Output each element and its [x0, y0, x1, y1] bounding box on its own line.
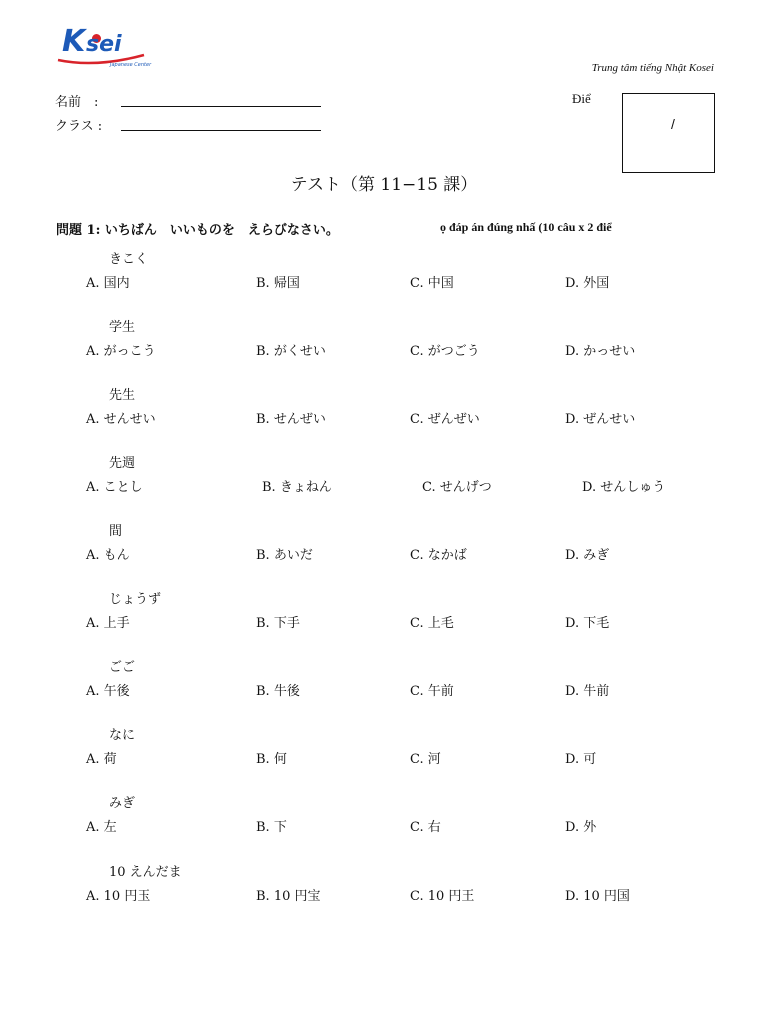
answer-option-b[interactable]: B. 下	[256, 820, 287, 835]
answer-option-d[interactable]: D. 10 円国	[565, 889, 630, 904]
class-field-row	[55, 115, 321, 134]
answer-option-d[interactable]: D. 下毛	[565, 616, 610, 631]
logo-k-letter: K	[62, 24, 86, 59]
answer-option-d[interactable]: D. 外国	[565, 276, 610, 291]
answer-option-d[interactable]: D. みぎ	[565, 548, 610, 563]
answer-option-b[interactable]: B. 10 円宝	[256, 889, 321, 904]
question-word: 先生	[109, 388, 136, 403]
answer-option-b[interactable]: B. あいだ	[256, 548, 313, 563]
answer-option-c[interactable]: C. 河	[410, 752, 441, 767]
answer-option-c[interactable]: C. 中国	[410, 276, 454, 291]
question-word: みぎ	[109, 796, 136, 811]
question-5	[0, 520, 768, 580]
logo-text: sei	[86, 32, 122, 57]
answer-option-a[interactable]: A. せんせい	[86, 412, 156, 427]
answer-option-b[interactable]: B. 下手	[256, 616, 300, 631]
question-word: 先週	[109, 456, 136, 471]
answer-option-a[interactable]: A. もん	[86, 548, 130, 563]
class-blank-line[interactable]	[121, 118, 321, 131]
kosei-logo	[52, 26, 162, 70]
question-1	[0, 248, 768, 308]
score-box[interactable]	[622, 93, 715, 173]
answer-option-c[interactable]: C. せんげつ	[422, 480, 492, 495]
answer-option-a[interactable]: A. がっこう	[86, 344, 156, 359]
answer-option-d[interactable]: D. ぜんせい	[565, 412, 636, 427]
class-label: クラス :	[55, 119, 103, 134]
answer-option-c[interactable]: C. 上毛	[410, 616, 454, 631]
answer-option-a[interactable]: A. 左	[86, 820, 117, 835]
page-title: テスト（第 11−15 課）	[290, 175, 478, 195]
question-word: なに	[109, 728, 136, 743]
question-8	[0, 724, 768, 784]
answer-option-b[interactable]: B. 牛後	[256, 684, 300, 699]
answer-option-a[interactable]: A. 上手	[86, 616, 130, 631]
question-word: きこく	[109, 252, 149, 267]
section-heading: 問題 1: いちばん いいものを えらびなさい。	[56, 223, 339, 238]
answer-option-c[interactable]: C. なかば	[410, 548, 467, 563]
question-6	[0, 588, 768, 648]
question-word: ごご	[109, 660, 136, 675]
answer-option-c[interactable]: C. 午前	[410, 684, 454, 699]
answer-option-a[interactable]: A. 国内	[86, 276, 130, 291]
answer-option-c[interactable]: C. 10 円王	[410, 889, 475, 904]
answer-option-d[interactable]: D. 可	[565, 752, 597, 767]
answer-option-a[interactable]: A. 荷	[86, 752, 117, 767]
question-word: 10 えんだま	[109, 865, 182, 880]
score-slash: /	[671, 116, 675, 132]
question-2	[0, 316, 768, 376]
name-blank-line[interactable]	[121, 94, 321, 107]
answer-option-c[interactable]: C. ぜんぜい	[410, 412, 480, 427]
answer-option-b[interactable]: B. 何	[256, 752, 287, 767]
logo-subtitle: Japanese Center	[110, 62, 152, 68]
question-9	[0, 792, 768, 852]
center-name: Trung tâm tiếng Nhật Kosei	[591, 62, 714, 74]
answer-option-a[interactable]: A. 午後	[86, 684, 130, 699]
answer-option-c[interactable]: C. 右	[410, 820, 441, 835]
name-label: 名前 :	[55, 95, 99, 110]
question-word: じょうず	[109, 592, 162, 607]
name-field-row	[55, 91, 321, 110]
section-instruction-vi: ọ đáp án đúng nhấ (10 câu x 2 điể	[440, 220, 612, 234]
answer-option-d[interactable]: D. かっせい	[565, 344, 636, 359]
question-7	[0, 656, 768, 716]
answer-option-d[interactable]: D. せんしゅう	[582, 480, 666, 495]
score-label: Điể	[572, 91, 591, 106]
question-word: 学生	[109, 320, 136, 335]
answer-option-b[interactable]: B. 帰国	[256, 276, 300, 291]
question-word: 間	[109, 524, 123, 539]
answer-option-d[interactable]: D. 牛前	[565, 684, 610, 699]
answer-option-c[interactable]: C. がつごう	[410, 344, 480, 359]
question-10	[0, 861, 768, 921]
question-3	[0, 384, 768, 444]
answer-option-a[interactable]: A. 10 円玉	[86, 889, 151, 904]
answer-option-a[interactable]: A. ことし	[86, 480, 143, 495]
question-4	[0, 452, 768, 512]
answer-option-b[interactable]: B. せんぜい	[256, 412, 326, 427]
answer-option-b[interactable]: B. がくせい	[256, 344, 326, 359]
answer-option-b[interactable]: B. きょねん	[262, 480, 332, 495]
answer-option-d[interactable]: D. 外	[565, 820, 597, 835]
